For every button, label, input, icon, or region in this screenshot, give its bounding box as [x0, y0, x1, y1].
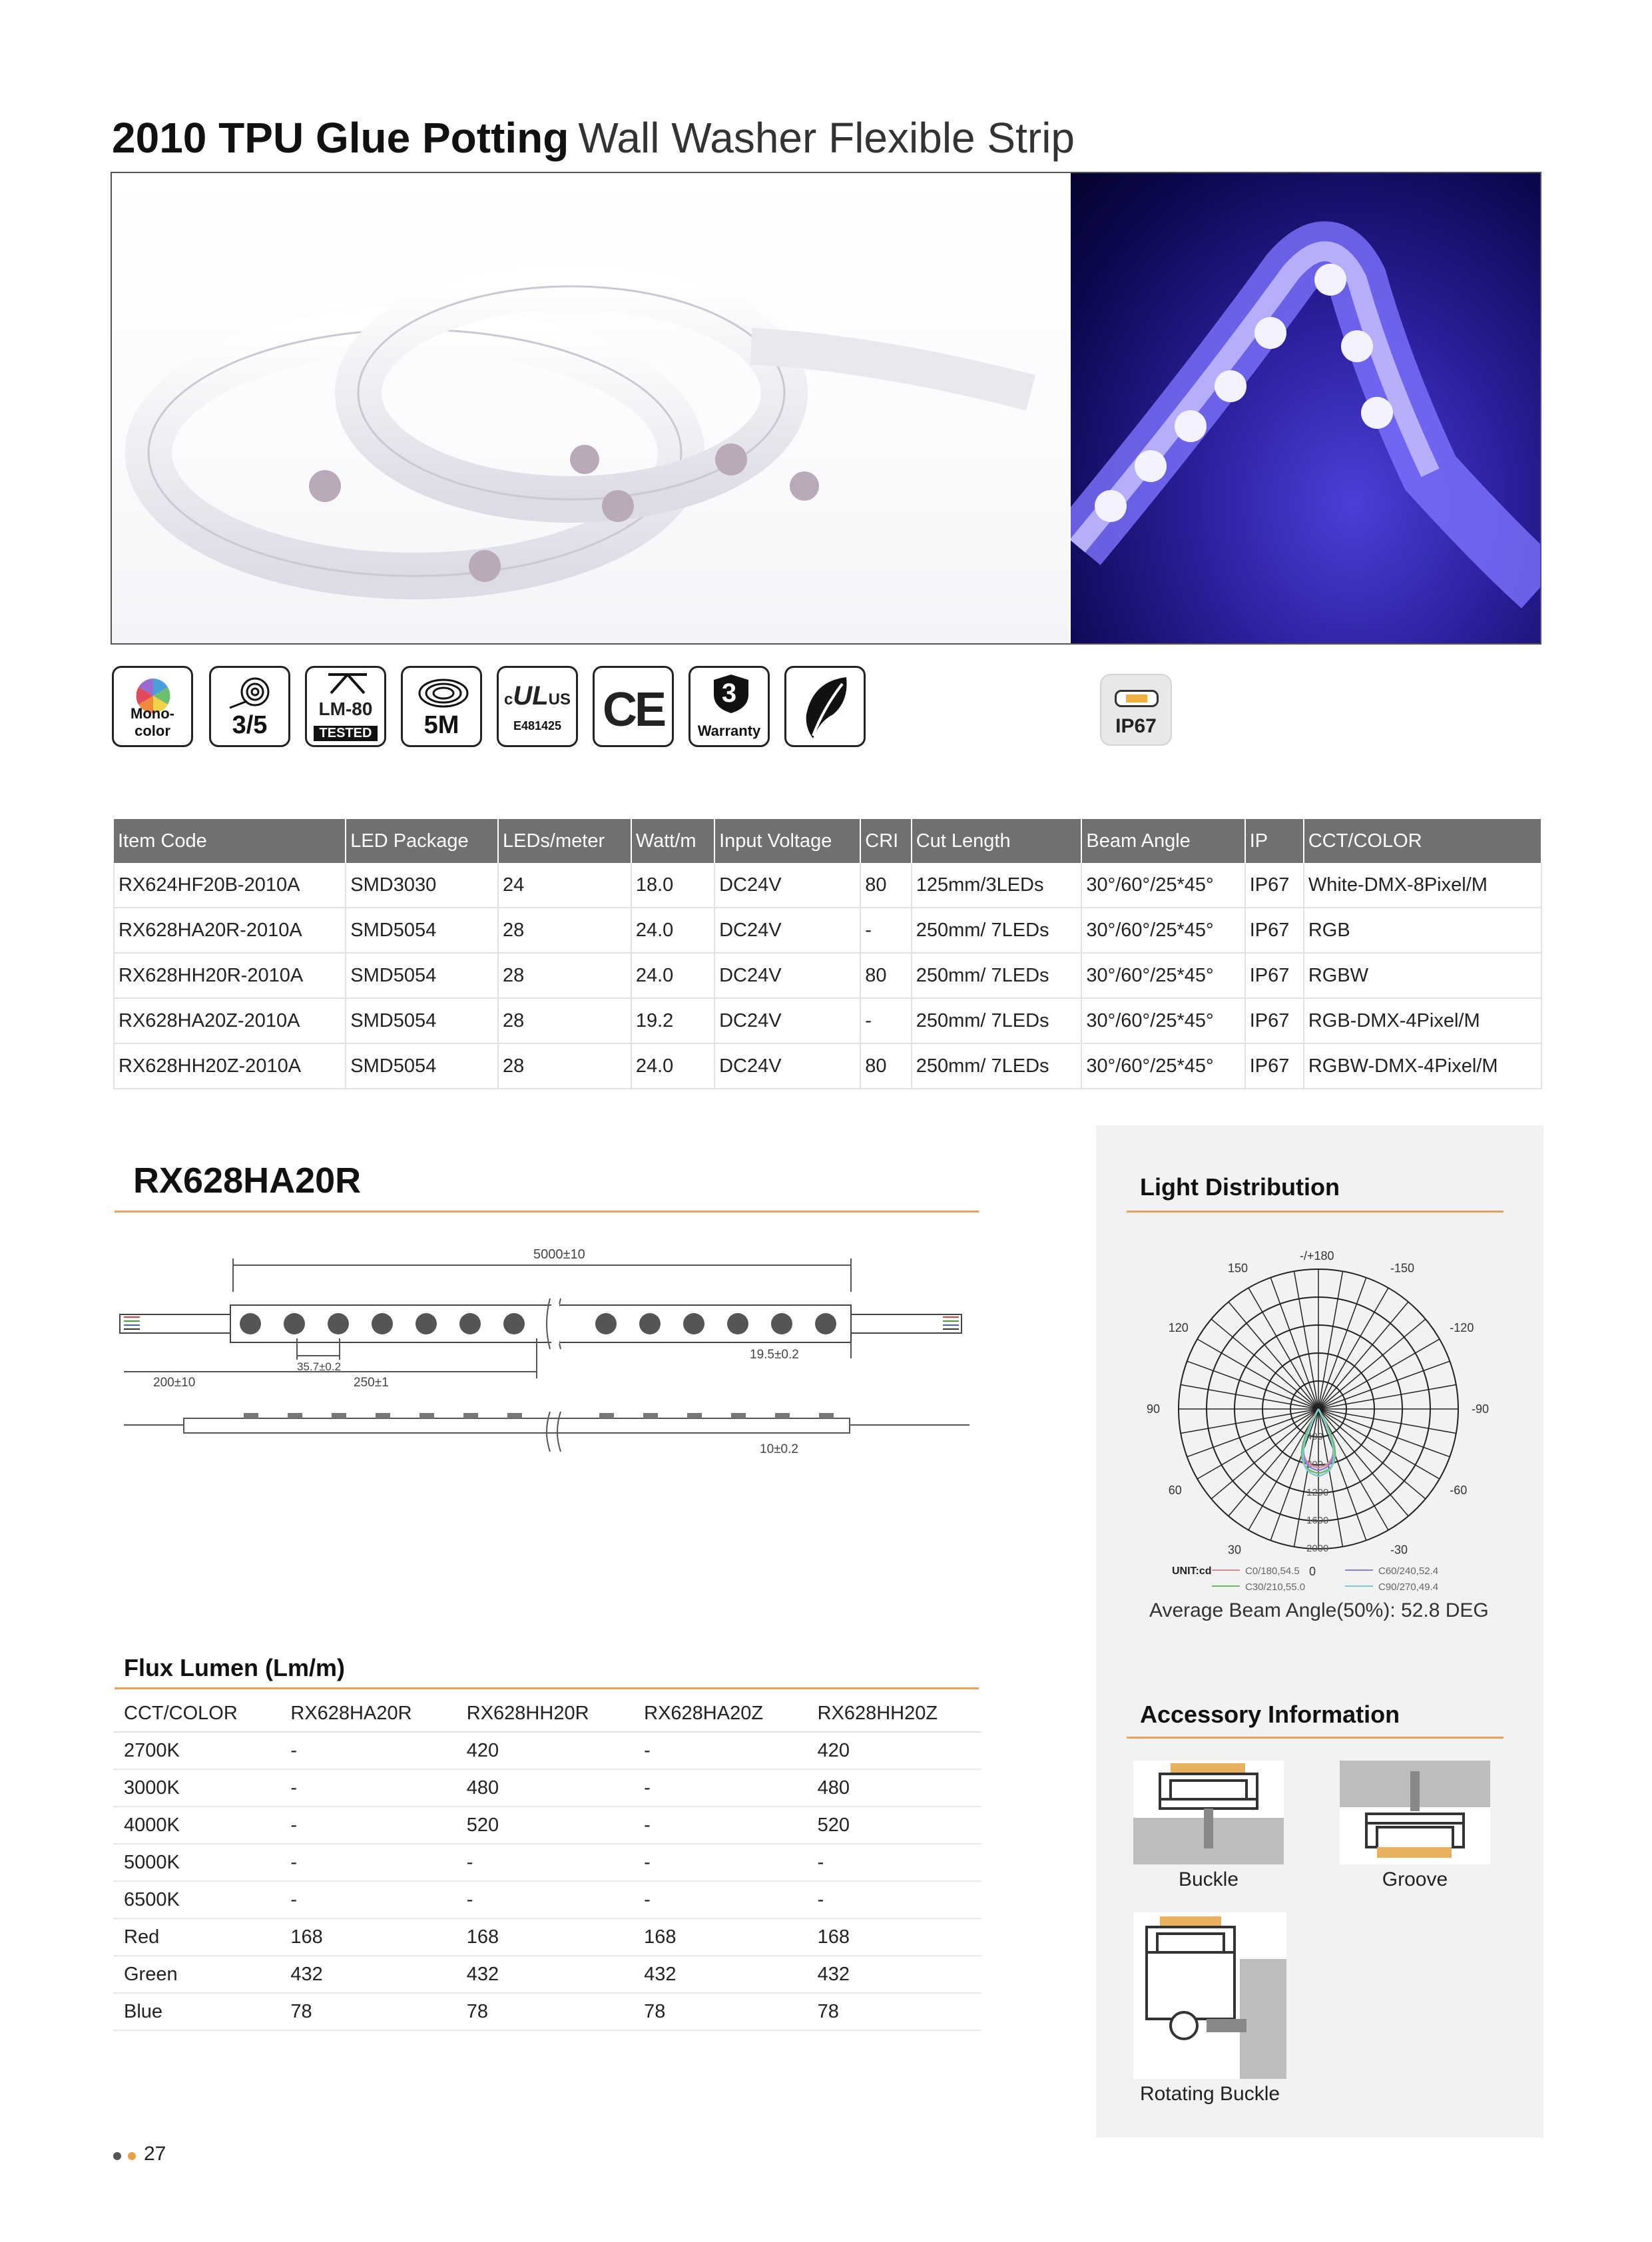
roll-icon	[401, 666, 482, 747]
spec-cell: RGB	[1304, 908, 1541, 953]
flux-cell: 420	[807, 1732, 981, 1769]
strip-photo-off	[112, 173, 1069, 643]
spec-cell: 28	[498, 908, 631, 953]
buckle-label: Buckle	[1178, 1868, 1239, 1890]
spec-table	[113, 819, 1542, 1089]
flux-cell: 432	[807, 1956, 981, 1993]
flux-cell: 5000K	[113, 1844, 280, 1881]
polar-angle-label: 30	[1228, 1543, 1242, 1557]
accessory-title: Accessory Information	[1140, 1701, 1400, 1728]
warranty-icon	[688, 666, 770, 747]
dim-lead: 200±10	[153, 1376, 196, 1390]
dim-width: 19.5±0.2	[750, 1348, 799, 1362]
flux-cell: -	[633, 1807, 806, 1844]
spec-row	[114, 908, 1541, 953]
spec-cell: IP67	[1245, 908, 1304, 953]
flux-header-row	[113, 1695, 981, 1732]
flux-cell: -	[807, 1881, 981, 1918]
flux-cell: 168	[456, 1918, 633, 1956]
legend-label: C60/240,52.4	[1378, 1565, 1439, 1577]
flux-cell: 78	[280, 1993, 455, 2030]
spec-cell: White-DMX-8Pixel/M	[1304, 863, 1541, 908]
mono-color-label: Mono-color	[131, 705, 174, 739]
flux-row	[113, 1732, 981, 1769]
polar-radial-label: 1600	[1306, 1515, 1329, 1526]
flux-cell: Blue	[113, 1993, 280, 2030]
spec-cell: 80	[860, 863, 911, 908]
spec-cell: -	[860, 908, 911, 953]
spec-cell: 24	[498, 863, 631, 908]
spec-cell: 30°/60°/25*45°	[1081, 863, 1244, 908]
spec-row	[114, 998, 1541, 1043]
flux-row	[113, 1844, 981, 1881]
polar-unit: UNIT:cd	[1172, 1565, 1212, 1577]
ul-icon	[497, 666, 578, 747]
spec-cell: 250mm/ 7LEDs	[912, 953, 1082, 998]
mono-color-icon	[112, 666, 193, 747]
spec-cell: 19.2	[631, 998, 714, 1043]
buckle-image	[1133, 1761, 1284, 1864]
flux-row	[113, 1956, 981, 1993]
leaf-icon	[784, 666, 866, 747]
product-photos	[111, 172, 1541, 645]
flux-cell: -	[633, 1844, 806, 1881]
ip67-label: IP67	[1115, 715, 1157, 737]
groove-image	[1340, 1761, 1490, 1864]
flux-title: Flux Lumen (Lm/m)	[124, 1654, 345, 1681]
flux-cell: -	[633, 1881, 806, 1918]
ce-icon	[593, 666, 674, 747]
rotating-buckle-image	[1133, 1912, 1286, 2079]
spec-cell: RX628HA20R-2010A	[114, 908, 346, 953]
spec-cell: 250mm/ 7LEDs	[912, 908, 1082, 953]
spec-cell: SMD5054	[346, 953, 498, 998]
polar-angle-label: -150	[1390, 1261, 1415, 1275]
flux-cell: 432	[280, 1956, 455, 1993]
spec-cell: 30°/60°/25*45°	[1081, 1043, 1244, 1089]
spec-cell: RX628HH20Z-2010A	[114, 1043, 346, 1089]
title-bold: 2010 TPU Glue Potting	[112, 114, 569, 162]
spec-header-cell: CCT/COLOR	[1304, 819, 1541, 863]
footer-dot-orange	[128, 2152, 136, 2160]
polar-angle-label: 90	[1147, 1402, 1161, 1416]
lm80-top: LM-80	[318, 699, 373, 719]
polar-top-label: -/+180	[1300, 1249, 1334, 1262]
flux-cell: 2700K	[113, 1732, 280, 1769]
spec-header-row	[114, 819, 1541, 863]
flux-cell: 480	[807, 1769, 981, 1807]
ul-suffix: US	[548, 691, 571, 708]
polar-angle-label: 60	[1168, 1484, 1182, 1497]
flux-cell: -	[280, 1732, 455, 1769]
legend-label: C30/210,55.0	[1245, 1581, 1306, 1593]
spec-cell: SMD5054	[346, 1043, 498, 1089]
strip-photo-lit	[1071, 173, 1541, 643]
flux-cell: 78	[807, 1993, 981, 2030]
flux-row	[113, 1769, 981, 1807]
spec-cell: IP67	[1245, 998, 1304, 1043]
spec-cell: RX624HF20B-2010A	[114, 863, 346, 908]
spec-header-cell: IP	[1245, 819, 1304, 863]
spec-cell: 24.0	[631, 908, 714, 953]
spec-cell: SMD5054	[346, 998, 498, 1043]
polar-angle-label: -90	[1472, 1402, 1490, 1416]
roll-label: 5M	[423, 711, 459, 739]
flux-cell: 78	[633, 1993, 806, 2030]
spec-cell: 28	[498, 998, 631, 1043]
flux-cell: Red	[113, 1918, 280, 1956]
page-title	[112, 113, 1075, 162]
model-title: RX628HA20R	[133, 1161, 362, 1201]
light-dist-rule	[1127, 1211, 1504, 1213]
spec-header-cell: Cut Length	[912, 819, 1082, 863]
flux-header-cell: CCT/COLOR	[113, 1695, 280, 1732]
flux-cell: -	[807, 1844, 981, 1881]
flux-cell: -	[280, 1807, 455, 1844]
lm80-icon	[305, 666, 386, 747]
flux-cell: 168	[280, 1918, 455, 1956]
spec-row	[114, 1043, 1541, 1089]
spec-cell: 30°/60°/25*45°	[1081, 908, 1244, 953]
polar-angle-label: -60	[1450, 1484, 1468, 1497]
spec-header-cell: CRI	[860, 819, 911, 863]
flux-cell: 168	[807, 1918, 981, 1956]
spec-cell: 80	[860, 953, 911, 998]
legend-label: C0/180,54.5	[1245, 1565, 1300, 1577]
light-dist-title: Light Distribution	[1140, 1173, 1340, 1201]
spec-header-cell: Watt/m	[631, 819, 714, 863]
flux-cell: 78	[456, 1993, 633, 2030]
ce-label: CE	[602, 683, 665, 736]
spec-cell: IP67	[1245, 863, 1304, 908]
spec-cell: RX628HA20Z-2010A	[114, 998, 346, 1043]
flux-header-cell: RX628HA20R	[280, 1695, 455, 1732]
polar-angle-label: 150	[1228, 1261, 1248, 1275]
spec-cell: RGBW-DMX-4Pixel/M	[1304, 1043, 1541, 1089]
spec-header-cell: LED Package	[346, 819, 498, 863]
spec-cell: 28	[498, 953, 631, 998]
polar-radial-label: 400	[1306, 1431, 1324, 1442]
spec-header-cell: Beam Angle	[1081, 819, 1244, 863]
warranty-label: Warranty	[697, 722, 761, 739]
reel-length-icon	[209, 666, 290, 747]
flux-cell: -	[280, 1844, 455, 1881]
spec-cell: DC24V	[714, 908, 860, 953]
polar-angle-label: 120	[1168, 1321, 1189, 1334]
flux-cell: -	[280, 1881, 455, 1918]
spec-header-cell: Item Code	[114, 819, 346, 863]
flux-cell: -	[456, 1844, 633, 1881]
polar-radial-label: 800	[1306, 1459, 1324, 1470]
spec-cell: RGBW	[1304, 953, 1541, 998]
flux-cell: 420	[456, 1732, 633, 1769]
flux-table	[113, 1695, 981, 2031]
spec-header-cell: Input Voltage	[714, 819, 860, 863]
ul-mark: UL	[513, 681, 549, 710]
dim-height: 10±0.2	[760, 1442, 798, 1456]
footer-dot-gray	[113, 2152, 121, 2160]
flux-cell: -	[456, 1881, 633, 1918]
spec-cell: 28	[498, 1043, 631, 1089]
spec-cell: 80	[860, 1043, 911, 1089]
spec-cell: 250mm/ 7LEDs	[912, 998, 1082, 1043]
polar-chart	[1132, 1216, 1505, 1602]
page-number: 27	[144, 2143, 166, 2165]
spec-cell: RX628HH20R-2010A	[114, 953, 346, 998]
ul-prefix: c	[503, 691, 513, 708]
flux-cell: 4000K	[113, 1807, 280, 1844]
warranty-years: 3	[721, 679, 737, 708]
flux-rule	[115, 1687, 979, 1689]
ul-number: E481425	[513, 719, 562, 732]
spec-row	[114, 953, 1541, 998]
ip67-icon	[1100, 674, 1172, 746]
flux-row	[113, 1881, 981, 1918]
polar-angle-label: -30	[1390, 1543, 1408, 1557]
flux-cell: 432	[456, 1956, 633, 1993]
flux-cell: -	[633, 1732, 806, 1769]
spec-cell: 30°/60°/25*45°	[1081, 953, 1244, 998]
spec-cell: DC24V	[714, 953, 860, 998]
flux-header-cell: RX628HH20R	[456, 1695, 633, 1732]
spec-cell: DC24V	[714, 998, 860, 1043]
flux-row	[113, 1993, 981, 2030]
title-light: Wall Washer Flexible Strip	[578, 114, 1075, 162]
flux-cell: 3000K	[113, 1769, 280, 1807]
flux-cell: Green	[113, 1956, 280, 1993]
spec-row	[114, 863, 1541, 908]
spec-cell: RGB-DMX-4Pixel/M	[1304, 998, 1541, 1043]
polar-radial-label: 2000	[1306, 1543, 1329, 1554]
spec-cell: 125mm/3LEDs	[912, 863, 1082, 908]
accessory-rule	[1127, 1737, 1504, 1739]
flux-cell: -	[280, 1769, 455, 1807]
flux-cell: 480	[456, 1769, 633, 1807]
legend-label: C90/270,49.4	[1378, 1581, 1439, 1593]
spec-cell: IP67	[1245, 1043, 1304, 1089]
spec-header-cell: LEDs/meter	[498, 819, 631, 863]
spec-cell: 250mm/ 7LEDs	[912, 1043, 1082, 1089]
spec-cell: SMD5054	[346, 908, 498, 953]
model-rule	[115, 1211, 979, 1213]
dimension-drawing	[111, 1239, 989, 1478]
flux-cell: 168	[633, 1918, 806, 1956]
polar-radial-label: 1200	[1306, 1487, 1329, 1498]
spec-cell: 18.0	[631, 863, 714, 908]
flux-header-cell: RX628HH20Z	[807, 1695, 981, 1732]
flux-cell: 520	[456, 1807, 633, 1844]
spec-cell: DC24V	[714, 863, 860, 908]
spec-cell: DC24V	[714, 1043, 860, 1089]
flux-cell: 6500K	[113, 1881, 280, 1918]
spec-cell: -	[860, 998, 911, 1043]
flux-cell: -	[633, 1769, 806, 1807]
groove-label: Groove	[1382, 1868, 1448, 1890]
polar-angle-label: 0	[1309, 1565, 1316, 1578]
lm80-tested: TESTED	[314, 726, 378, 741]
dim-total: 5000±10	[533, 1247, 585, 1262]
flux-header-cell: RX628HA20Z	[633, 1695, 806, 1732]
spec-cell: IP67	[1245, 953, 1304, 998]
flux-cell: 432	[633, 1956, 806, 1993]
reel-length-label: 3/5	[232, 711, 268, 739]
rotating-buckle-label: Rotating Buckle	[1139, 2083, 1280, 2105]
flux-row	[113, 1807, 981, 1844]
spec-cell: 30°/60°/25*45°	[1081, 998, 1244, 1043]
spec-cell: SMD3030	[346, 863, 498, 908]
average-beam-angle: Average Beam Angle(50%): 52.8 DEG	[1149, 1599, 1489, 1621]
dim-cut: 250±1	[354, 1376, 389, 1390]
flux-cell: 520	[807, 1807, 981, 1844]
polar-angle-label: -120	[1450, 1321, 1474, 1334]
spec-cell: 24.0	[631, 1043, 714, 1089]
flux-row	[113, 1918, 981, 1956]
dim-pitch: 35.7±0.2	[297, 1360, 342, 1373]
spec-cell: 24.0	[631, 953, 714, 998]
